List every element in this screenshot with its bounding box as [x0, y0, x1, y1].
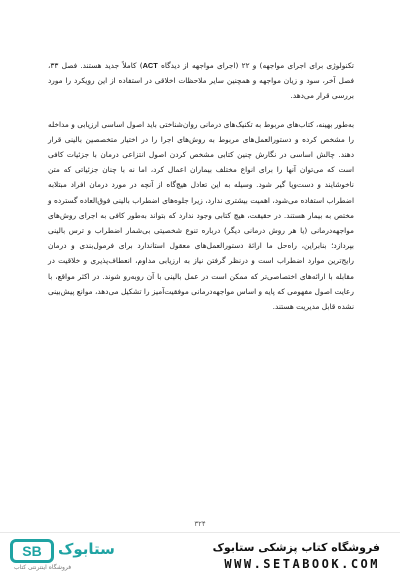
- act-acronym: ACT: [142, 61, 158, 70]
- paragraph-1: [48, 58, 354, 104]
- logo-subtitle: فروشگاه اینترنتی کتاب: [14, 564, 72, 571]
- page-number: ۳۲۴: [194, 520, 206, 528]
- paragraph-1-before: تکنولوژی برای اجرای مواجهه) و ۲۲ (اجرای مواجهه از دیدگاه: [161, 61, 354, 70]
- page-body: [48, 58, 354, 314]
- logo-mark-icon: SB: [10, 539, 54, 563]
- paragraph-1-after: ) کاملاً جدید هستند. فصل ۳۳، فصل آخر، سود و زیان مواجهه و همچنین سایر ملاحظات اخلاقی در استفاده از این رویکرد را مورد بررسی قرار می‌دهد.: [48, 61, 354, 101]
- store-url-link[interactable]: WWW.SETABOOK.COM: [224, 557, 380, 571]
- store-name: فروشگاه کتاب پزشکی ستابوک: [212, 541, 380, 554]
- paragraph-2: به‌طور بهینه، کتاب‌های مربوط به تکنیک‌های درمانی روان‌شناختی باید اصول اساسی ارزیابی و مداخله را مشخص کرده و دستورالعمل‌های مربوط به روش‌های اجرا را در اختیار متخصصین بالینی قرار دهند. چالش اساسی در نگارش چنین کتابی مشخص کردن اصول انتزاعی درمان با جزئیات کافی است که می‌توان آنها را برای انواع مختلف بیماران اعمال کرد، اما نه با چنان جزئیاتی که متن ناخوشایند و دست‌وپا گیر شود. وسیله به این تعادل هیچ‌گاه از آنچه در مورد درمان افراد مبتلابه اضطراب استفاده می‌شود، اهمیت بیشتری ندارد، زیرا جلوه‌های اضطراب بالینی فوق‌العاده گسترده و مختص به بیمار هستند. در حقیقت، هیچ کتابی وجود ندارد که بتواند به‌طور کافی به اجرای روش‌های مواجهه‌درمانی (یا هر روش درمانی دیگر) درباره تنوع شخصیتی بی‌شمار اضطراب و ترس بالینی بپردازد؛ بنابراین، راه‌حل ما ارائهٔ دستورالعمل‌های معقول استاندارد برای فرمول‌بندی و درمان رایج‌ترین موارد اضطراب است و درنظر گرفتن نیاز به ارزیابی مداوم، انعطاف‌پذیری و خلاقیت در مقابله با ارائه‌های اختصاصی‌تر که ممکن است در عمل بالینی با آن روبه‌رو شوند. در اکثر مواقع، با رعایت اصول مفهومی که پایه و اساس مواجهه‌درمانی موفقیت‌آمیز را تشکیل می‌دهد، موانع پیش‌بینی نشده قابل مدیریت هستند.: [48, 119, 354, 312]
- footer-banner: [0, 532, 400, 577]
- setabook-logo: [10, 539, 120, 573]
- logo-wordmark: ستابوک: [58, 540, 115, 558]
